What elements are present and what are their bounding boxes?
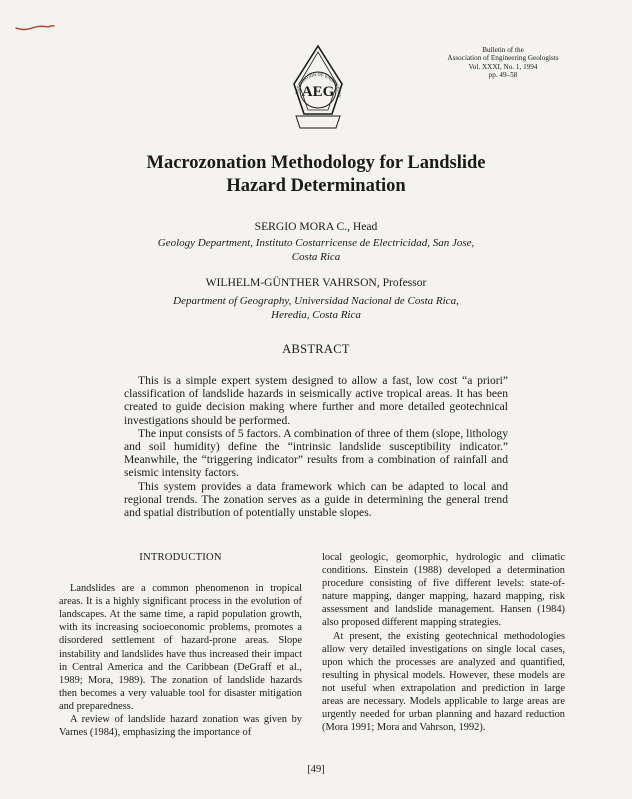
citation-line: pp. 49–58 — [488, 70, 518, 79]
abstract-paragraph: The input consists of 5 factors. A combination of three of them (slope, lithology and soil humidity) define the “intrinsic landslide susceptibility indicator.” Meanwhile, the “triggering indicator” results from a combination of rainfall and seismic intensity factors. — [124, 426, 508, 480]
title-line-1: Macrozonation Methodology for Landslide — [146, 153, 486, 173]
abstract-body — [124, 374, 508, 519]
author-affiliation — [60, 294, 572, 322]
pen-mark-decoration — [14, 22, 56, 32]
logo-ring-text: ASSOCIATION OF ENGINEERIN — [294, 71, 343, 98]
body-paragraph: local geologic, geomorphic, hydrologic and climatic conditions. Einstein (1988) developed a determination procedure consisting of five different levels: state-of-nature mapping, danger mapping, hazard mapping, risk assessment and landslide management. Hansen (1984) also proposed different mapping strategies. — [322, 552, 565, 629]
body-paragraph: Landslides are a common phenomenon in tropical areas. It is a highly significant process in the evolution of landscapes. At the same time, a rapid population growth, with its increasing socioeconomic problems, promotes a disordered settlement of hazard-prone areas. Slope instability and landslides have thus increased their impact in Central America and the Caribbean (DeGraff et al., 1989; Mora, 1989). The zonation of landslide hazards then becomes a very valuable tool for disaster mitigation and preparedness. — [59, 583, 302, 712]
body-paragraph: A review of landslide hazard zonation was given by Varnes (1984), emphasizing the importance of — [59, 714, 302, 739]
author-name: WILHELM-GÜNTHER VAHRSON, Professor — [205, 276, 427, 289]
section-heading-introduction: INTRODUCTION — [139, 552, 222, 563]
abstract-paragraph: This system provides a data framework which can be adapted to local and regional trends. The zonation serves as a guide in determining the general trend and spatial distribution of potentially unstable slopes. — [124, 479, 508, 520]
affiliation-line: Geology Department, Instituto Costarricense de Electricidad, San Jose, — [157, 237, 475, 249]
affiliation-line: Heredia, Costa Rica — [271, 309, 361, 321]
affiliation-line: Costa Rica — [291, 251, 341, 263]
citation-line: Vol. XXXI, No. 1, 1994 — [468, 62, 538, 71]
title-line-2: Hazard Determination — [226, 176, 406, 196]
journal-citation — [438, 46, 568, 79]
page-number: [49] — [307, 764, 325, 775]
aeg-logo — [280, 44, 356, 132]
body-column-left — [59, 551, 302, 739]
abstract-paragraph: This is a simple expert system designed to allow a fast, low cost “a priori” classification of landslide hazards in seismically active tropical areas. It has been created to guide decision making where further and more detailed geotechnical investigations should be performed. — [124, 374, 508, 427]
body-column-right — [322, 551, 565, 734]
author-affiliation — [60, 236, 572, 264]
abstract-heading: ABSTRACT — [282, 342, 350, 356]
body-paragraph: At present, the existing geotechnical methodologies allow very detailed investigations on single local cases, upon which the processes are analyzed and quantified, resulting in physical models. However, these models are not useful when extrapolation and prediction in large areas are necessary. Models applicable to large areas are urgently needed for urban planning and hazard reduction (Mora 1991; Mora and Vahrson, 1992). — [322, 630, 565, 734]
citation-line: Association of Engineering Geologists — [447, 54, 559, 63]
author-name: SERGIO MORA C., Head — [254, 220, 378, 233]
citation-line: Bulletin of the — [482, 46, 524, 54]
logo-monogram: AEG — [301, 84, 335, 100]
affiliation-line: Department of Geography, Universidad Nacional de Costa Rica, — [173, 295, 459, 307]
paper-title — [60, 152, 572, 198]
